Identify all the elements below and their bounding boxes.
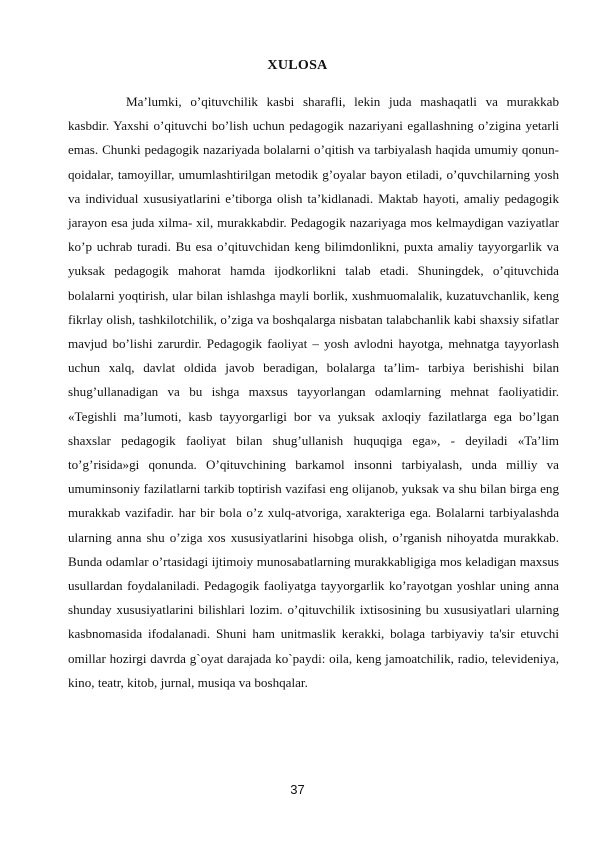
body-paragraph: Ma’lumki, o’qituvchilik kasbi sharafli, lekin juda mashaqatli va murakkab kasbdir. Yaxshi o’qituvchi bo’lish uchun pedagogik nazariyani egallashning o’zigina yetarli emas. Chunki pedagogik nazariyada bolalarni o’qitish va tarbiyalash haqida umumiy qonun- qoidalar, tamoyillar, umumlashtirilgan metodik g’oyalar bayon etiladi, o’quvchilarning yosh va individual xususiyatlarini e’tiborga olish ta’kidlanadi. Maktab hayoti, amaliy pedagogik jarayon esa juda xilma- xil, murakkabdir. Pedagogik nazariyaga mos kelmaydigan vaziyatlar ko’p uchrab turadi. Bu esa o’qituvchidan keng bilimdonlikni, puxta amaliy tayyorgarlik va yuksak pedagogik mahorat hamda ijodkorlikni talab etadi. Shuningdek, o’qituvchida bolalarni yoqtirish, ular bilan ishlashga mayli borlik, xushmuomalalik, kuzatuvchanlik, keng fikrlay olish, tashkilotchilik, o’ziga va boshqalarga nisbatan talabchanlik kabi shaxsiy sifatlar mavjud bo’lishi zarurdir. Pedagogik faoliyat – yosh avlodni hayotga, mehnatga tayyorlash uchun xalq, davlat oldida javob beradigan, bolalarga ta’lim- tarbiya berishishi bilan shug’ullanadigan va bu ishga maxsus tayyorlangan odamlarning mehnat faoliyatidir. «Tegishli ma’lumoti, kasb tayyorgarligi bor va yuksak axloqiy fazilatlarga ega bo’lgan shaxslar pedagogik faoliyat bilan shug’ullanish huquqiga ega», - deyiladi «Ta’lim to’g’risida»gi qonunda. O’qituvchining barkamol insonni tarbiyalash, unda milliy va umuminsoniy fazilatlarni tarkib toptirish vazifasi eng olijanob, yuksak va shu bilan birga eng murakkab vazifadir. har bir bola o’z xulq-atvoriga, xarakteriga ega. Bolalarni tarbiyalashda ularning anna shu o’ziga xos xususiyatlarini hisobga olish, o’rganish nihoyatda murakkab. Bunda odamlar o’rtasidagi ijtimoiy munosabatlarning murakkabligiga mos keladigan maxsus usullardan foydalaniladi. Pedagogik faoliyatga tayyorgarlik ko’rayotgan yoshlar uning anna shunday xususiyatlarini bilishlari lozim. o’qituvchilik ixtisosining bu xususiyatlari ularning kasbnomasida ifodalanadi. Shuni ham unitmaslik kerakki, bolaga tarbiyaviy ta'sir etuvchi omillar hozirgi davrda g`oyat darajada ko`paydi: oila, keng jamoatchilik, radio, televideniya, kino, teatr, kitob, jurnal, musiqa va boshqalar. xyxy=(68,94,559,690)
page-title: XULOSA xyxy=(267,58,328,73)
page-number: 37 xyxy=(290,782,305,797)
